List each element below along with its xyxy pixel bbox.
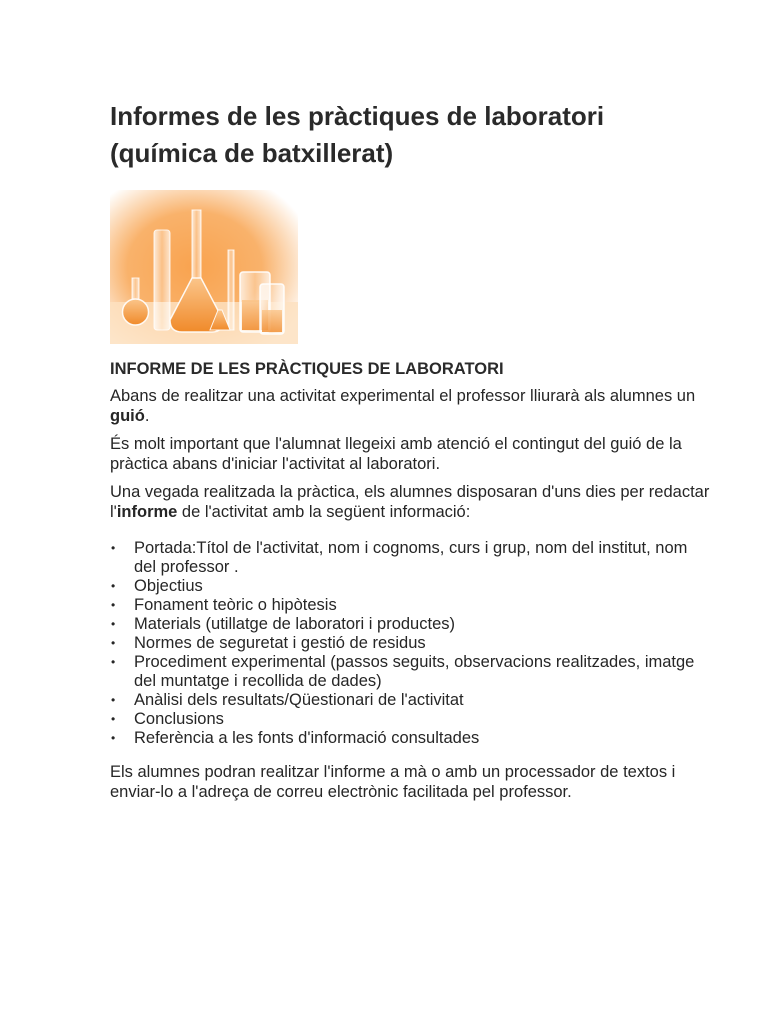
paragraph-report — [110, 483, 710, 522]
list-item: • Materials (utillatge de laboratori i productes) — [134, 615, 710, 634]
paragraph-intro — [110, 387, 710, 426]
paragraph-intro-text: Abans de realitzar una activitat experimental el professor lliurarà als alumnes un — [110, 387, 696, 405]
list-item: • Procediment experimental (passos seguits, observacions realitzades, imatge del muntatge i recollida de dades) — [134, 653, 710, 691]
page-title — [110, 98, 710, 172]
page-title-line-2: (química de batxillerat) — [110, 138, 394, 168]
page-title-line-1: Informes de les pràctiques de laboratori — [110, 101, 605, 131]
list-item: • Conclusions — [134, 710, 710, 729]
section-heading: INFORME DE LES PRÀCTIQUES DE LABORATORI — [110, 360, 504, 378]
paragraph-intro-end: . — [144, 406, 150, 425]
paragraph-report-bold: informe — [116, 502, 178, 521]
paragraph-report-end: de l'activitat amb la següent informació: — [177, 502, 471, 521]
list-item: • Normes de seguretat i gestió de residus — [134, 634, 710, 653]
list-item: • Portada:Títol de l'activitat, nom i cognoms, curs i grup, nom del institut, nom del professor . — [134, 539, 710, 577]
paragraph-closing: Els alumnes podran realitzar l'informe a mà o amb un processador de textos i enviar-lo a l'adreça de correu electrònic facilitada pel professor. — [110, 763, 676, 801]
report-contents-list — [110, 539, 710, 748]
paragraph-importance: És molt important que l'alumnat llegeixi amb atenció el contingut del guió de la pràctica abans d'iniciar l'activitat al laboratori. — [110, 435, 682, 473]
paragraph-intro-bold: guió — [110, 406, 145, 425]
list-item: • Anàlisi dels resultats/Qüestionari de l'activitat — [134, 691, 710, 710]
list-item: • Referència a les fonts d'informació consultades — [134, 729, 710, 748]
list-item: • Fonament teòric o hipòtesis — [134, 596, 710, 615]
laboratory-glassware-icon — [110, 190, 298, 344]
paragraph-report-text: Una vegada realitzada la pràctica, els alumnes disposaran d'uns dies per redactar l' — [110, 483, 710, 521]
list-item: • Objectius — [134, 577, 710, 596]
document-page — [110, 98, 710, 802]
